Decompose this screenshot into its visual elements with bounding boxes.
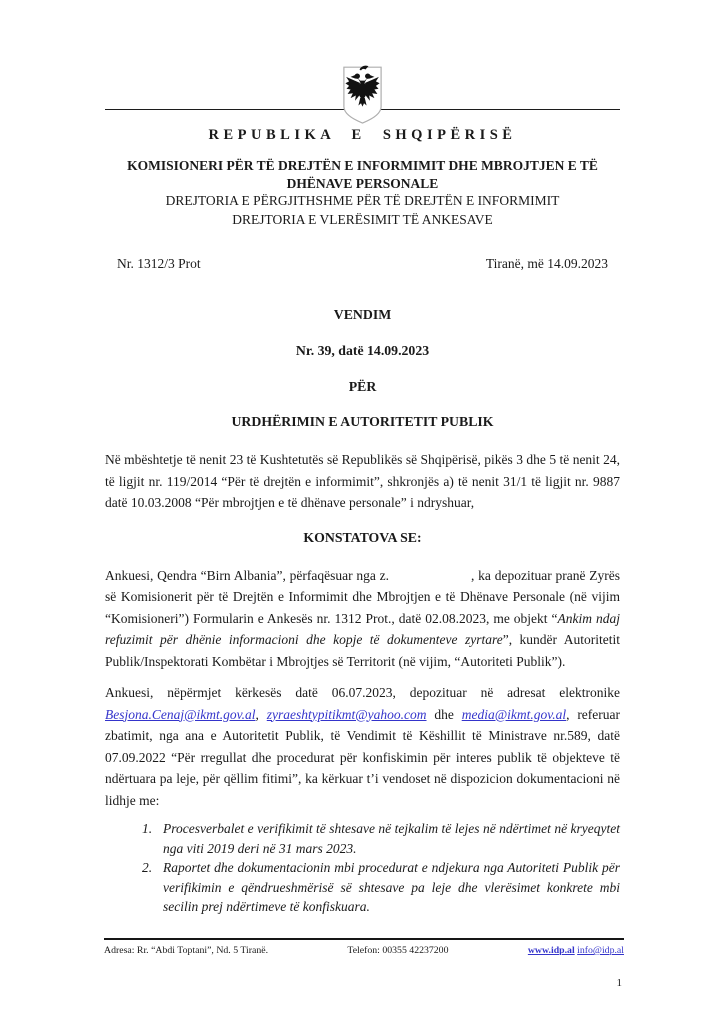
page-footer bbox=[104, 938, 624, 957]
p1-complaint-object: Ankim ndaj refuzimit për dhënie informacioni dhe kopje të dokumenteve zyrtare bbox=[105, 610, 620, 647]
decision-per-label: PËR bbox=[348, 379, 377, 394]
republic-title: REPUBLIKA E SHQIPËRISË bbox=[208, 127, 517, 143]
p1-after-name: , ka depozituar pranë Zyrës së Komisionerit për të Drejtën e Informimit dhe Mbrojtjen e të Dhënave Personale (në vijim “Komisioneri”) Formularin e Ankesës nr. 1312 Prot., datë 02.08.2023, me objekt “ bbox=[105, 567, 620, 626]
directorate-appeals: DREJTORIA E VLERËSIMIT TË ANKESAVE bbox=[232, 211, 493, 227]
p1-after-object: ”, kundër Autoritetit Publik/Inspektorati Kombëtar i Mbrojtjes së Territorit (në vijim, “Autoriteti Publik”). bbox=[105, 632, 621, 669]
redacted-name-gap bbox=[389, 579, 471, 580]
p2-separator: , bbox=[255, 706, 259, 722]
list-item bbox=[142, 819, 620, 858]
p2-conjunction: dhe bbox=[434, 706, 454, 722]
konstatova-heading: KONSTATOVA SE: bbox=[303, 529, 422, 545]
protocol-number: Nr. 1312/3 Prot bbox=[117, 256, 201, 271]
footer-links bbox=[528, 944, 624, 957]
albania-eagle-emblem-icon bbox=[340, 62, 385, 126]
p2-outro: , referuar zbatimit, nga ana e Autoritetit Publik, të Vendimit të Këshillit të Ministrave nr.589, datë 07.09.2022 “Për rregullat dhe procedurat për konfiskimin për interes publik të objekteve të ndërtuara pa leje, për qëllim fitimi”, ka kërkuar t’i vendoset në dispozicion dokumentacioni në lidhje me: bbox=[105, 706, 621, 808]
letterhead bbox=[105, 62, 620, 229]
decision-subject: URDHËRIMIN E AUTORITETIT PUBLIK bbox=[231, 414, 494, 429]
request-paragraph bbox=[105, 682, 620, 811]
p2-intro: Ankuesi, nëpërmjet kërkesës datë 06.07.2023, depozituar në adresat elektronike bbox=[105, 685, 620, 700]
page-number: 1 bbox=[616, 977, 622, 989]
list-item-text: Procesverbalet e verifikimit të shtesave në tejkalim të lejes në ndërtimet në kryeqytet nga viti 2019 deri në 31 mars 2023. bbox=[163, 821, 620, 856]
requests-list bbox=[105, 819, 620, 917]
list-item bbox=[142, 858, 620, 917]
complaint-paragraph bbox=[105, 565, 620, 673]
footer-email-link[interactable]: info@idp.al bbox=[577, 945, 624, 956]
p1-before-name: Ankuesi, Qendra “Birn Albania”, përfaqësuar nga z. bbox=[105, 567, 390, 583]
legal-basis-paragraph: Në mbështetje të nenit 23 të Kushtetutës së Republikës së Shqipërisë, pikës 3 dhe 5 të nenit 24, të ligjit nr. 119/2014 “Për të drejtën e informimit”, shkronjës a) të nenit 31/1 të ligjit nr. 9887 datë 10.03.2008 “Për mbrojtjen e të dhënave personale” i ndryshuar, bbox=[105, 452, 620, 510]
institution-name: KOMISIONERI PËR TË DREJTËN E INFORMIMIT DHE MBROJTJEN E TË DHËNAVE PERSONALE bbox=[127, 158, 598, 191]
email-link-besjona[interactable]: Besjona.Cenaj@ikmt.gov.al bbox=[105, 706, 256, 722]
decision-number: Nr. 39, datë 14.09.2023 bbox=[295, 343, 430, 358]
footer-website-link[interactable]: www.idp.al bbox=[527, 945, 575, 956]
email-link-zyraeshtypit[interactable]: zyraeshtypitikmt@yahoo.com bbox=[266, 706, 427, 722]
email-link-media[interactable]: media@ikmt.gov.al bbox=[461, 706, 567, 722]
list-item-text: Raportet dhe dokumentacionin mbi procedurat e ndjekura nga Autoriteti Publik për verifikimin e qëndrueshmërisë së shtesave pa leje dhe vlerësimet konkrete mbi secilin prej ndërtimeve të konfiskuara. bbox=[163, 860, 620, 914]
list-item-number: 1. bbox=[142, 821, 153, 836]
place-date: Tiranë, më 14.09.2023 bbox=[485, 256, 608, 271]
directorate-general: DREJTORIA E PËRGJITHSHME PËR TË DREJTËN E INFORMIMIT bbox=[165, 193, 560, 208]
decision-heading: VENDIM bbox=[333, 307, 392, 322]
footer-phone: Telefon: 00355 42237200 bbox=[347, 945, 449, 956]
footer-address: Adresa: Rr. “Abdi Toptani”, Nd. 5 Tiranë. bbox=[104, 945, 269, 956]
list-item-number: 2. bbox=[142, 860, 153, 875]
meta-row bbox=[105, 254, 620, 273]
